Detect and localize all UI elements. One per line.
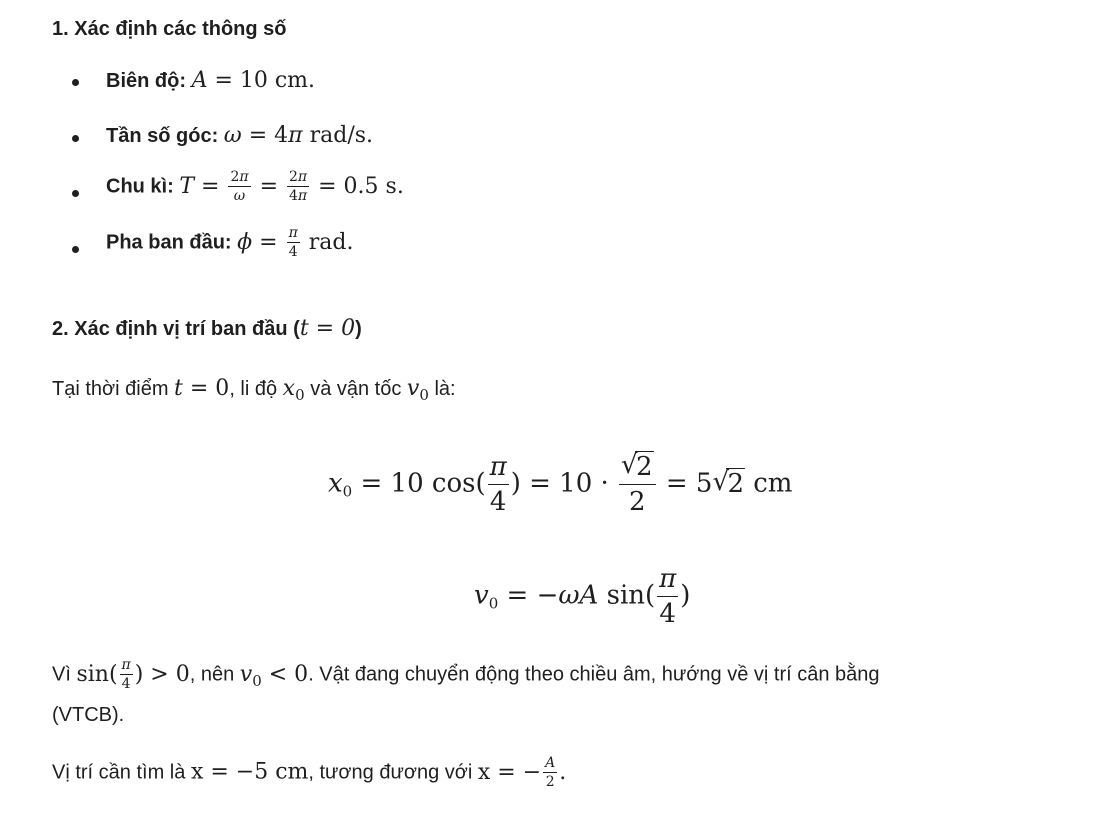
- list-item-amplitude: [106, 68, 315, 93]
- equation-v0: $v_0 = -\omega A$ sin( $\frac{\pi}{4}$ ): [474, 564, 691, 629]
- item-label: Tần số góc:: [106, 125, 219, 147]
- item-math: ω = 4π rad/s.: [223, 123, 374, 148]
- bullet-dot: [72, 190, 79, 197]
- item-math: ϕ = $\frac{\pi}{4}$ rad.: [237, 225, 354, 260]
- item-label: Chu kì:: [106, 175, 174, 198]
- item-label: Pha ban đầu:: [106, 231, 232, 254]
- because-paragraph: Vì sin( $\frac{\pi}{4}$ ) > 0, nên $v_0 < 0$. Vật đang chuyển động theo chiều âm, hướng về vị trí cân bằng: [52, 657, 880, 692]
- because-paragraph-continued: (VTCB).: [52, 704, 125, 726]
- item-math: A = 10 cm.: [191, 68, 316, 93]
- bullet-dot: [72, 135, 79, 142]
- section-2-heading: 2. Xác định vị trí ban đầu (t = 0): [52, 316, 362, 341]
- section-1-heading: 1. Xác định các thông số: [52, 18, 287, 40]
- bullet-dot: [72, 246, 79, 253]
- item-math: T = $\frac{2\pi}{\omega}$ = $\frac{2\pi}{4\pi}$ = 0.5 s.: [179, 169, 404, 204]
- list-item-initial-phase: [106, 226, 353, 259]
- bullet-dot: [72, 79, 79, 86]
- equation-x0: $x_0 = 10$ cos( $\frac{\pi}{4}$ ) = 10 · √ $\frac{2}{2}$ = 5√ 2 cm: [328, 454, 792, 515]
- intro-paragraph: Tại thời điểm t = 0, li độ $x_0$ và vận tốc $v_0$ là:: [52, 376, 456, 404]
- list-item-angular-frequency: [106, 123, 373, 148]
- item-label: Biên độ:: [106, 70, 186, 92]
- list-item-period: [106, 170, 404, 203]
- position-paragraph: Vị trí cần tìm là x = −5 cm, tương đương với x = − $\frac{A}{2}$ .: [52, 755, 567, 790]
